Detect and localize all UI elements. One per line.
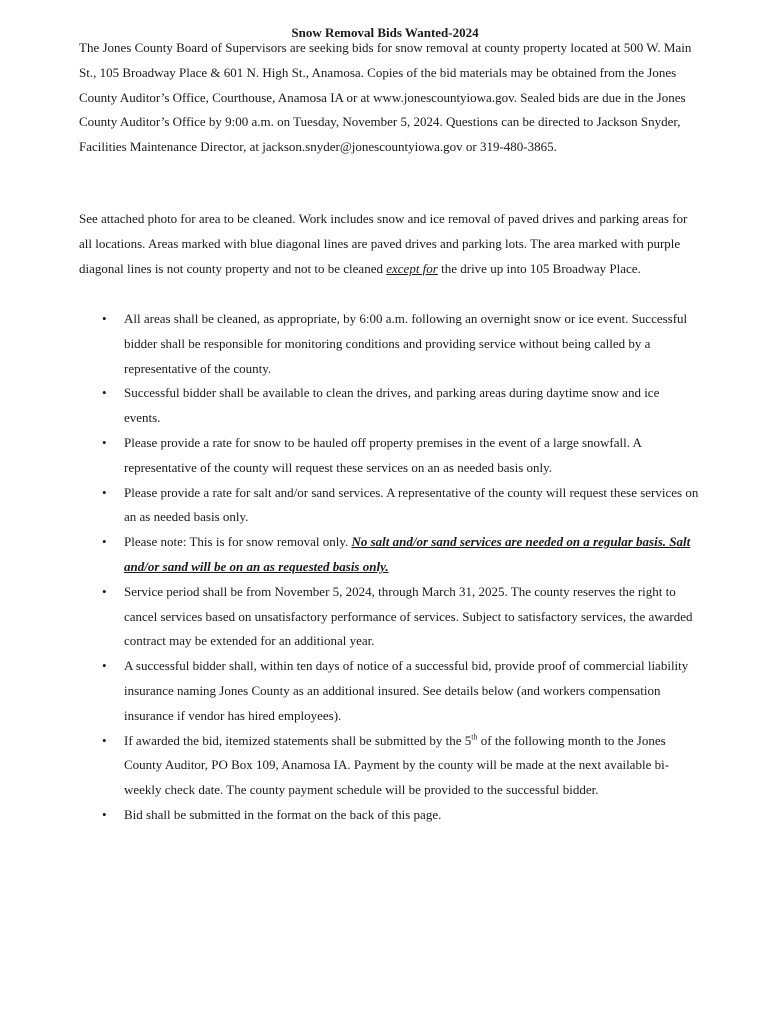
list-item-text: All areas shall be cleaned, as appropriate, by 6:00 a.m. following an overnight snow or ice event. Successful bidder shall be responsible for monitoring conditions and providing service without being called by a representative of the county. <box>124 311 688 376</box>
scope-text-after: the drive up into 105 Broadway Place. <box>437 260 641 276</box>
list-item <box>79 381 699 431</box>
document-title: Snow Removal Bids Wanted-2024 <box>291 25 479 40</box>
list-item-text: Service period shall be from November 5, 2024, through March 31, 2025. The county reserves the right to cancel services based on unsatisfactory performance of services. Subject to satisfactory services, the awarded contract may be extended for an additional year. <box>124 583 693 649</box>
bullet-icon: • <box>102 434 107 450</box>
requirements-list <box>79 307 699 828</box>
list-item <box>79 654 699 728</box>
list-item-text: If awarded the bid, itemized statements shall be submitted by the 5 <box>124 732 472 748</box>
bullet-icon: • <box>102 534 107 550</box>
list-item-text-after: of the following month to the Jones County Auditor, PO Box 109, Anamosa IA. Payment by the county will be made at the next available bi-weekly check date. The county payment schedule will be provided to the successful bidder. <box>124 732 670 798</box>
bullet-icon: • <box>102 583 107 599</box>
list-item <box>79 481 699 531</box>
list-item-text: Please provide a rate for salt and/or sand services. A representative of the county will request these services on an as needed basis only. <box>124 484 699 525</box>
list-item <box>79 307 699 381</box>
intro-paragraph: The Jones County Board of Supervisors are seeking bids for snow removal at county property located at 500 W. Main St., 105 Broadway Place & 601 N. High St., Anamosa. Copies of the bid materials may be obtained from the Jones County Auditor’s Office, Courthouse, Anamosa IA or at www.jonescountyiowa.gov. Sealed bids are due in the Jones County Auditor’s Office by 9:00 a.m. on Tuesday, November 5, 2024. Questions can be directed to Jackson Snyder, Facilities Maintenance Director, at jackson.snyder@jonescountyiowa.gov or 319-480-3865. <box>79 40 692 155</box>
list-item-text: Successful bidder shall be available to clean the drives, and parking areas during daytime snow and ice events. <box>124 385 660 426</box>
scope-emphasis: except for <box>386 260 438 276</box>
scope-text-before: See attached photo for area to be cleaned. Work includes snow and ice removal of paved drives and parking areas for all locations. Areas marked with blue diagonal lines are paved drives and parking lots. The area marked with purple diagonal lines is not county property and not to be cleaned <box>79 211 688 276</box>
bullet-icon: • <box>102 484 107 500</box>
list-item <box>79 803 699 828</box>
list-item-text: A successful bidder shall, within ten days of notice of a successful bid, provide proof of commercial liability insurance naming Jones County as an additional insured. See details below (and workers compensation insurance if vendor has hired employees). <box>124 658 689 723</box>
list-item-text: Bid shall be submitted in the format on the back of this page. <box>124 806 442 822</box>
bullet-icon: • <box>102 732 107 748</box>
list-item <box>79 530 699 580</box>
list-item <box>79 431 699 481</box>
bullet-icon: • <box>102 658 107 674</box>
list-item <box>79 580 699 654</box>
list-item <box>79 729 699 803</box>
bullet-icon: • <box>102 311 107 326</box>
bullet-icon: • <box>102 806 107 822</box>
ordinal-suffix: th <box>471 732 478 742</box>
list-item-text: Please note: This is for snow removal only. <box>124 534 352 550</box>
scope-paragraph <box>79 207 699 281</box>
list-item-text: Please provide a rate for snow to be hauled off property premises in the event of a large snowfall. A representative of the county will request these services on an as needed basis only. <box>124 434 642 475</box>
bullet-icon: • <box>102 385 107 401</box>
list-item-emphasis: No salt and/or sand services are needed on a regular basis. Salt and/or sand will be on an as requested basis only. <box>124 534 691 574</box>
